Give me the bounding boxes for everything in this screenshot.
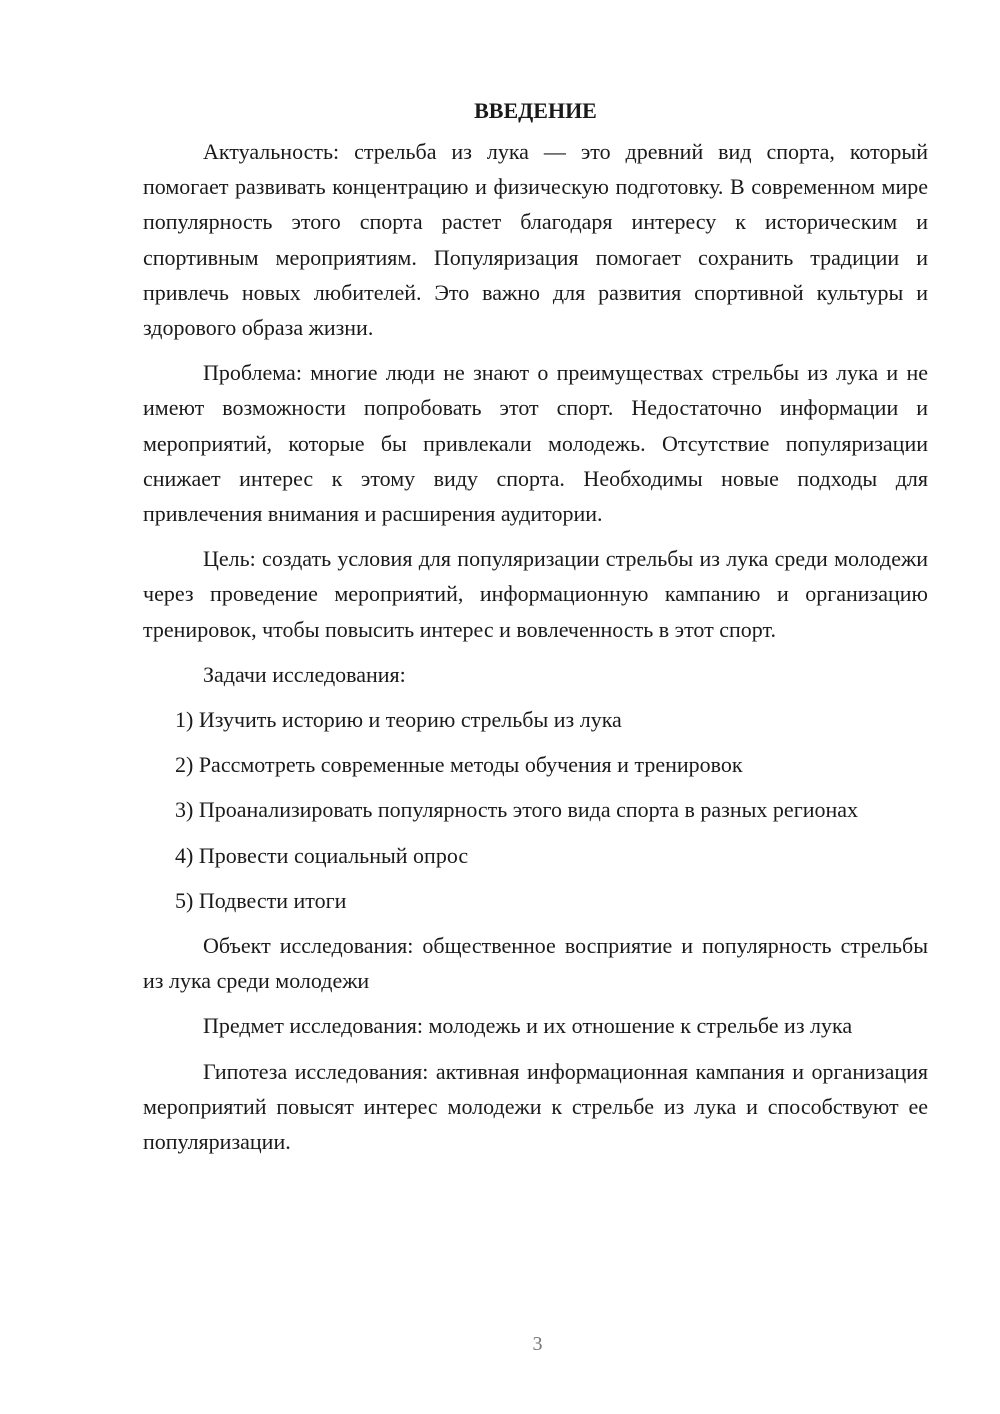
subject-paragraph: Предмет исследования: молодежь и их отношение к стрельбе из лука (203, 1013, 853, 1039)
tasks-heading: Задачи исследования: (203, 661, 406, 687)
task-item: 2) Рассмотреть современные методы обучения и тренировок (175, 752, 743, 778)
task-item: 5) Подвести итоги (175, 887, 347, 913)
page-title: ВВЕДЕНИЕ (474, 98, 597, 123)
problem-paragraph: Проблема: многие люди не знают о преимуществах стрельбы из лука и не имеют возможности попробовать этот спорт. Недостаточно информации и мероприятий, которые бы привлекали молодежь. Отсутствие популяризации снижает интерес к этому виду спорта. Необходимы новые подходы для привлечения внимания и расширения аудитории. (143, 360, 928, 527)
hypothesis-paragraph: Гипотеза исследования: активная информационная кампания и организация мероприятий повысят интерес молодежи к стрельбе из лука и способствуют ее популяризации. (143, 1058, 928, 1155)
relevance-paragraph: Актуальность: стрельба из лука — это древний вид спорта, который помогает развивать концентрацию и физическую подготовку. В современном мире популярность этого спорта растет благодаря интересу к историческим и спортивным мероприятиям. Популяризация помогает сохранить традиции и привлечь новых любителей. Это важно для развития спортивной культуры и здорового образа жизни. (143, 139, 928, 341)
page-number: 3 (532, 1333, 543, 1355)
task-item: 1) Изучить историю и теорию стрельбы из лука (175, 707, 622, 733)
object-paragraph: Объект исследования: общественное восприятие и популярность стрельбы из лука среди молодежи (143, 933, 928, 994)
goal-paragraph: Цель: создать условия для популяризации стрельбы из лука среди молодежи через проведение мероприятий, информационную кампанию и организацию тренировок, чтобы повысить интерес и вовлеченность в этот спорт. (143, 546, 928, 642)
page-content (143, 93, 928, 1169)
task-item: 3) Проанализировать популярность этого вида спорта в разных регионах (175, 797, 859, 823)
task-item: 4) Провести социальный опрос (175, 842, 469, 868)
